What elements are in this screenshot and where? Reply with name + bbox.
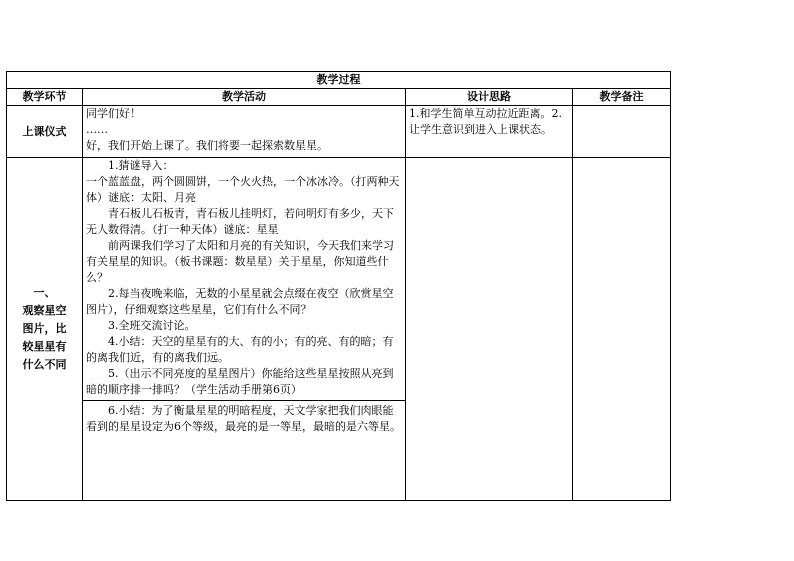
stage-line: 较星星有 bbox=[22, 340, 67, 353]
activity-line: 青石板儿石板青，青石板儿挂明灯，若问明灯有多少，天下无人数得清。（打一种天体）谜底：星星 bbox=[86, 207, 394, 236]
stage-cell: 上课仪式 bbox=[7, 106, 83, 158]
activity-line: 好，我们开始上课了。我们将要一起探索数星星。 bbox=[86, 139, 328, 152]
activity-cell bbox=[83, 106, 406, 158]
design-cell bbox=[406, 158, 573, 501]
activity-line: 4.小结：天空的星星有的大、有的小；有的亮、有的暗；有的离我们近，有的离我们远。 bbox=[86, 335, 394, 364]
activity-line: 5.（出示不同亮度的星星图片）你能给这些星星按照从亮到暗的顺序排一排吗？（学生活动手册第6页） bbox=[86, 367, 394, 396]
activity-line: 3.全班交流讨论。 bbox=[108, 319, 196, 332]
table-title: 教学过程 bbox=[7, 72, 671, 89]
header-note: 教学备注 bbox=[573, 89, 671, 106]
activity-line: 2.每当夜晚来临，无数的小星星就会点缀在夜空（欣赏星空图片），仔细观察这些星星，它们有什么不同？ bbox=[86, 287, 394, 316]
stage-line: 什么不同 bbox=[22, 358, 67, 371]
header-design: 设计思路 bbox=[406, 89, 573, 106]
stage-line: 图片，比 bbox=[22, 322, 67, 335]
activity-line: 同学们好！ bbox=[86, 107, 141, 120]
divider bbox=[83, 400, 405, 401]
header-stage: 教学环节 bbox=[7, 89, 83, 106]
activity-cell bbox=[83, 158, 406, 501]
stage-line: 一、 bbox=[33, 286, 56, 299]
stage-line: 观察星空 bbox=[22, 304, 67, 317]
activity-line: 1.猜谜导入： bbox=[108, 159, 174, 172]
note-cell bbox=[573, 158, 671, 501]
table-row bbox=[7, 158, 671, 501]
note-cell bbox=[573, 106, 671, 158]
activity-line: 6.小结：为了衡量星星的明暗程度，天文学家把我们肉眼能看到的星星设定为6个等级，最亮的是一等星，最暗的是六等星。 bbox=[86, 404, 401, 433]
teaching-process-table bbox=[6, 71, 671, 501]
table-row bbox=[7, 106, 671, 158]
activity-line: 前两课我们学习了太阳和月亮的有关知识，今天我们来学习有关星星的知识。（板书课题：数星星）关于星星，你知道些什么？ bbox=[86, 239, 394, 284]
activity-line: …… bbox=[86, 123, 108, 136]
activity-line: 一个蓝蓝盘，两个圆圆饼，一个火火热，一个冰冰冷。（打两种天体）谜底：太阳、月亮 bbox=[86, 175, 400, 204]
header-activity: 教学活动 bbox=[83, 89, 406, 106]
stage-cell bbox=[7, 158, 83, 501]
design-cell: 1.和学生简单互动拉近距离。2.让学生意识到进入上课状态。 bbox=[406, 106, 573, 158]
